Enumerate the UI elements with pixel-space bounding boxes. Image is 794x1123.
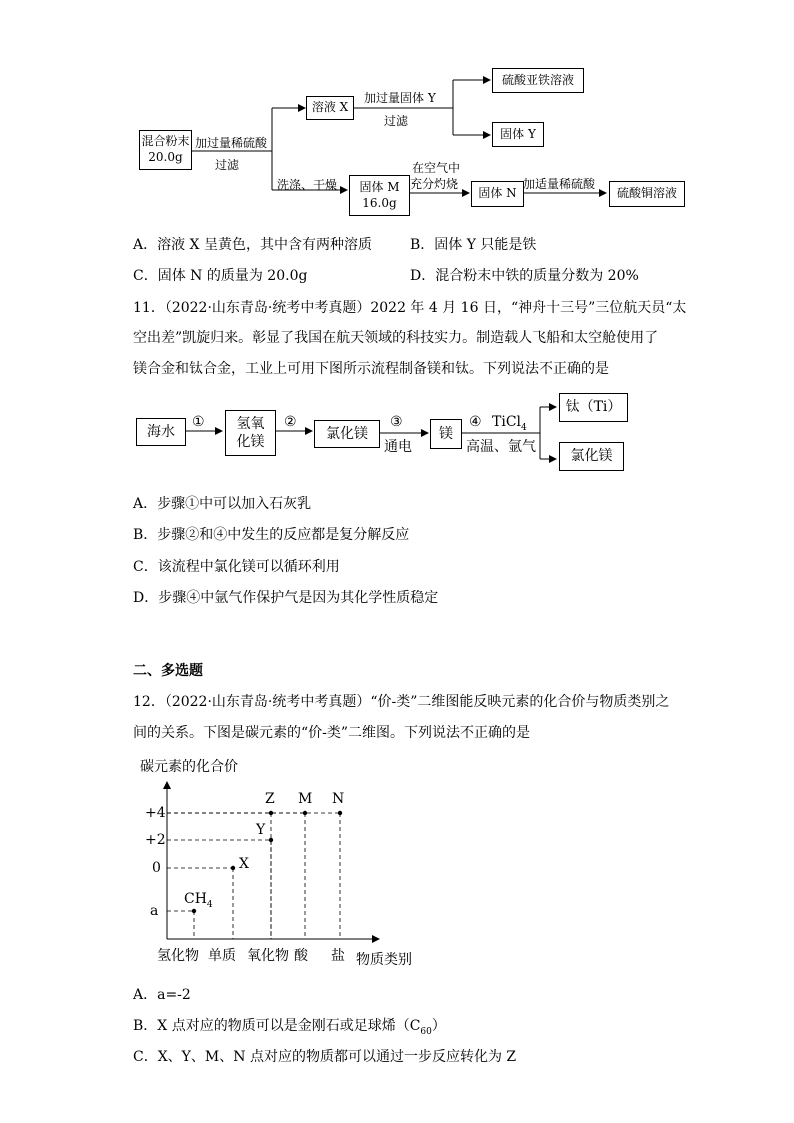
solid-y-label: 固体 Y: [500, 126, 536, 141]
mix-powder-mass: 20.0g: [148, 150, 183, 164]
mix-powder-label: 混合粉末: [141, 134, 190, 149]
solution-x-label: 溶液 X: [311, 100, 349, 115]
step4-marker: ④: [469, 414, 482, 430]
chart-xlabel: 物质类别: [356, 952, 412, 968]
point-label-ch4: [184, 891, 213, 910]
seawater-label: 海水: [147, 423, 175, 440]
mg-chloride-output-label: 氯化镁: [570, 448, 613, 465]
point-label-z: Z: [265, 791, 275, 807]
y-tick-a: a: [150, 903, 159, 919]
q10-option-d: D．混合粉末中铁的质量分数为 20%: [410, 268, 639, 284]
solid-n-label: 固体 N: [478, 186, 517, 201]
magnesium-label: 镁: [439, 425, 453, 442]
copper-sulfate-label: 硫酸铜溶液: [616, 186, 677, 201]
x-cat-oxide: 氧化物: [247, 948, 289, 964]
step2-filter: 过滤: [384, 114, 409, 128]
chart-point-x: [231, 866, 235, 870]
q11-option-c: C．该流程中氯化镁可以循环利用: [133, 559, 340, 575]
step2-marker: ②: [284, 414, 297, 430]
x-cat-element: 单质: [208, 948, 236, 964]
section-title-multi-choice: 二、多选题: [133, 663, 203, 679]
q11-stem-line2: 空出差”凯旋归来。彰显了我国在航天领域的科技实力。制造载人飞船和太空舱使用了: [133, 330, 659, 346]
condition-label: 高温、氩气: [466, 439, 536, 455]
chart-point-m: [303, 811, 307, 815]
wash-dry-label: 洗涤、干燥: [277, 178, 338, 192]
point-label-y: Y: [256, 822, 266, 838]
chart-point-n: [338, 811, 342, 815]
q12-stem-line1: 12．（2022·山东青岛·统考中考真题）“价-类”二维图能反映元素的化合价与物质类别之: [133, 694, 670, 710]
q12-option-a: A．a=-2: [133, 987, 191, 1003]
ticl4-subscript: 4: [521, 422, 527, 433]
solid-m-label: 固体 M: [359, 179, 400, 194]
q11-stem-line1: 11．（2022·山东青岛·统考中考真题）2022 年 4 月 16 日，“神舟十三号”三位航天员“太: [133, 300, 687, 316]
titanium-label: 钛（Ti）: [565, 399, 622, 416]
q12-stem-line2: 间的关系。下图是碳元素的“价-类”二维图。下列说法不正确的是: [133, 725, 531, 741]
mg-hydroxide-line1: 氢氧: [236, 415, 265, 432]
y-tick-plus4: +4: [145, 805, 166, 821]
q12-option-b-close: ）: [431, 1018, 446, 1034]
electrolysis-label: 通电: [384, 439, 412, 455]
ferrous-sulfate-label: 硫酸亚铁溶液: [501, 72, 574, 87]
chart-point-z: [269, 811, 273, 815]
q10-option-a: A．溶液 X 呈黄色，其中含有两种溶质: [133, 237, 372, 253]
chart-point-y: [269, 838, 273, 842]
point-label-n: N: [332, 791, 345, 807]
mg-hydroxide-line2: 化镁: [236, 434, 265, 450]
q10-option-b: B．固体 Y 只能是铁: [410, 237, 537, 253]
point-label-ch4-text: CH: [184, 891, 207, 907]
q12-option-b: [133, 1015, 446, 1037]
q12-option-c: C．X、Y、M、N 点对应的物质都可以通过一步反应转化为 Z: [133, 1049, 517, 1065]
mg-chloride-label: 氯化镁: [326, 425, 368, 442]
q11-option-a: A．步骤①中可以加入石灰乳: [133, 496, 312, 512]
x-cat-hydride: 氢化物: [157, 948, 199, 964]
burn-condition-top: 在空气中: [412, 161, 461, 175]
point-label-ch4-sub: 4: [206, 899, 213, 910]
x-cat-salt: 盐: [331, 948, 345, 964]
solid-m-mass: 16.0g: [362, 195, 397, 210]
q11-option-b: B．步骤②和④中发生的反应都是复分解反应: [133, 527, 410, 543]
q12-option-b-sub: 60: [420, 1026, 432, 1037]
step3-marker: ③: [390, 414, 403, 430]
ticl4-text: TiCl: [492, 414, 522, 430]
step1-marker: ①: [192, 414, 205, 430]
chart-ylabel: 碳元素的化合价: [140, 759, 238, 775]
y-tick-plus2: +2: [145, 832, 166, 848]
burn-condition-bottom: 充分灼烧: [410, 177, 459, 191]
y-tick-0: 0: [152, 860, 161, 876]
q11-option-d: D．步骤④中氩气作保护气是因为其化学性质稳定: [133, 590, 439, 606]
point-label-x: X: [239, 856, 249, 872]
step1-filter: 过滤: [215, 158, 240, 172]
q10-option-c: C．固体 N 的质量为 20.0g: [133, 268, 308, 284]
q11-stem-line3: 镁合金和钛合金，工业上可用下图所示流程制备镁和钛。下列说法不正确的是: [133, 361, 609, 377]
step1-reagent: 加过量稀硫酸: [195, 136, 268, 150]
x-cat-acid: 酸: [294, 948, 308, 964]
q12-option-b-text: B．X 点对应的物质可以是金刚石或足球烯（C: [133, 1018, 421, 1034]
step2-reagent: 加过量固体 Y: [364, 91, 436, 105]
point-label-m: M: [298, 791, 313, 807]
acid2-label: 加适量稀硫酸: [523, 177, 596, 191]
